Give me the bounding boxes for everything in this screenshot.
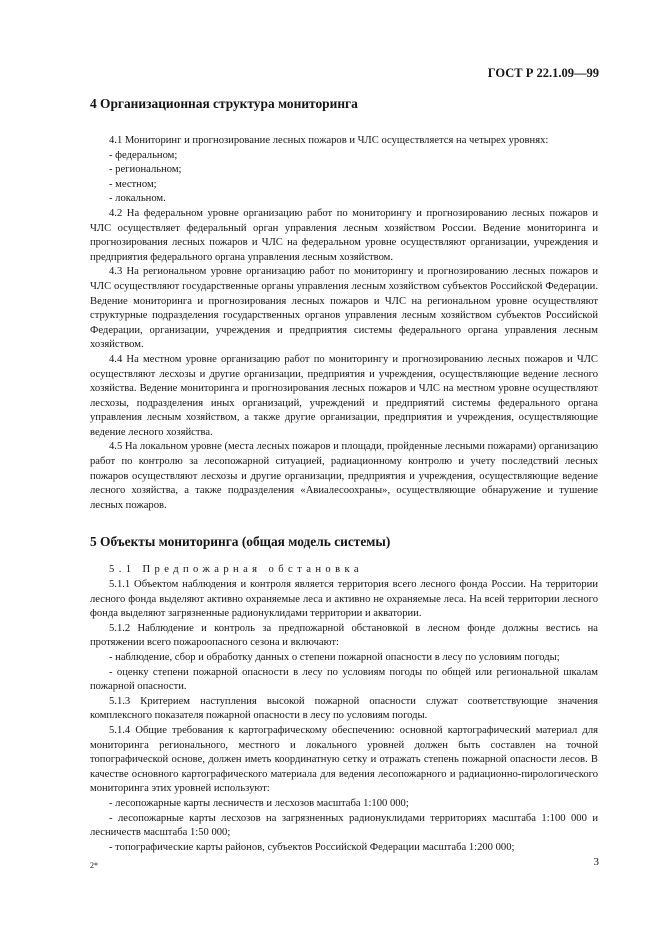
paragraph-5-1-2: 5.1.2 Наблюдение и контроль за предпожарной обстановкой в лесном фонде должны вестись на протяжении всего пожароопасного сезона и включают: (90, 622, 598, 649)
sheet-signature: 2* (90, 861, 98, 870)
paragraph-5-1-2-a: - наблюдение, сбор и обработку данных о степени пожарной опасности в лесу по условиям погоды; (109, 652, 560, 663)
subsection-5-1-title: 5.1 Предпожарная обстановка (109, 564, 364, 576)
paragraph-5-1-4: 5.1.4 Общие требования к картографическому обеспечению: основной картографический материал для мониторинга регионального, местного и локального уровней должен быть составлен на точной топографической основе, должен иметь координатную сетку и отражать степень пожарной опасности лесов. В качестве основного картографического материала для ведения лесопожарного и радиационно-пирологического мониторинга этих уровней используют: (90, 724, 598, 795)
level-local-area: - местном; (109, 178, 157, 190)
paragraph-5-1-1: 5.1.1 Объектом наблюдения и контроля является территория всего лесного фонда России. На территории лесного фонда выделяют активно охраняемые леса и активно не охраняемые леса. На всей территории лесного фонда выделяют загрязненные радионуклидами территории и акватории. (90, 579, 598, 620)
map-item-2: - лесопожарные карты лесхозов на загрязненных радионуклидами территориях масштаба 1:100 000 и лесничеств масштаба 1:50 000; (90, 812, 598, 839)
level-regional: - региональном; (109, 164, 182, 176)
paragraph-5-1-2-b: - оценку степени пожарной опасности в лесу по условиям погоды по общей или региональной шкалам пожарной опасности. (90, 666, 598, 693)
map-item-3: - топографические карты районов, субъектов Российской Федерации масштаба 1:200 000; (109, 841, 515, 853)
paragraph-4-1: 4.1 Мониторинг и прогнозирование лесных пожаров и ЧЛС осуществляется на четырех уровнях: (109, 135, 549, 146)
level-local: - локальном. (109, 193, 166, 205)
page-number: 3 (593, 856, 599, 868)
section-5-title: 5 Объекты мониторинга (общая модель системы) (90, 534, 391, 550)
paragraph-4-4: 4.4 На местном уровне организацию работ по мониторингу и прогнозированию лесных пожаров и ЧЛС осуществляют лесхозы и другие организации, предприятия и учреждения, осуществляющие ведение лесного хозяйства. Ведение мониторинга и прогнозирования лесных пожаров и ЧЛС на местном уровне осуществляют лесхозы, подразделения иных организаций, учреждений и предприятий системы федерального органа управления лесным хозяйством, а также другие организации, предприятия и учреждения, осуществляющие ведение лесного хозяйства. (90, 353, 598, 438)
level-federal: - федеральном; (109, 149, 178, 161)
map-item-1: - лесопожарные карты лесничеств и лесхозов масштаба 1:100 000; (109, 797, 409, 809)
section-4-title: 4 Организационная структура мониторинга (90, 96, 358, 111)
standard-designation: ГОСТ Р 22.1.09—99 (487, 66, 599, 80)
paragraph-4-2: 4.2 На федеральном уровне организацию работ по мониторингу и прогнозированию лесных пожаров и ЧЛС осуществляет федеральный орган управления лесным хозяйством России. Ведение мониторинга и прогнозирования лесных пожаров и ЧЛС на федеральном уровне осуществляют организации, учреждения и предприятия федерального органа управления лесным хозяйством. (90, 207, 598, 263)
paragraph-5-1-3: 5.1.3 Критерием наступления высокой пожарной опасности служат соответствующие значения комплексного показателя пожарной опасности в лесу по условиям погоды. (90, 695, 598, 722)
paragraph-4-5: 4.5 На локальном уровне (места лесных пожаров и площади, пройденные лесными пожарами) организацию работ по контролю за лесопожарной ситуацией, радиационному контролю и учету последствий лесных пожаров осуществляют лесхозы и другие организации, предприятия и учреждения, осуществляющие ведение лесного хозяйства, а также подразделения «Авиалесоохраны», осуществляющие обнаружение и тушение лесных пожаров. (90, 441, 598, 511)
paragraph-4-3: 4.3 На региональном уровне организацию работ по мониторингу и прогнозированию лесных пожаров и ЧЛС осуществляют государственные органы управления лесным хозяйством субъектов Российской Федерации. Ведение мониторинга и прогнозирования лесных пожаров и ЧЛС на региональном уровне осуществляют структурные подразделения государственных органов управления лесным хозяйством субъектов Российской Федерации, организации, учреждения и предприятия системы федерального органа управления лесным хозяйством. (90, 266, 598, 351)
page-content (90, 96, 598, 855)
